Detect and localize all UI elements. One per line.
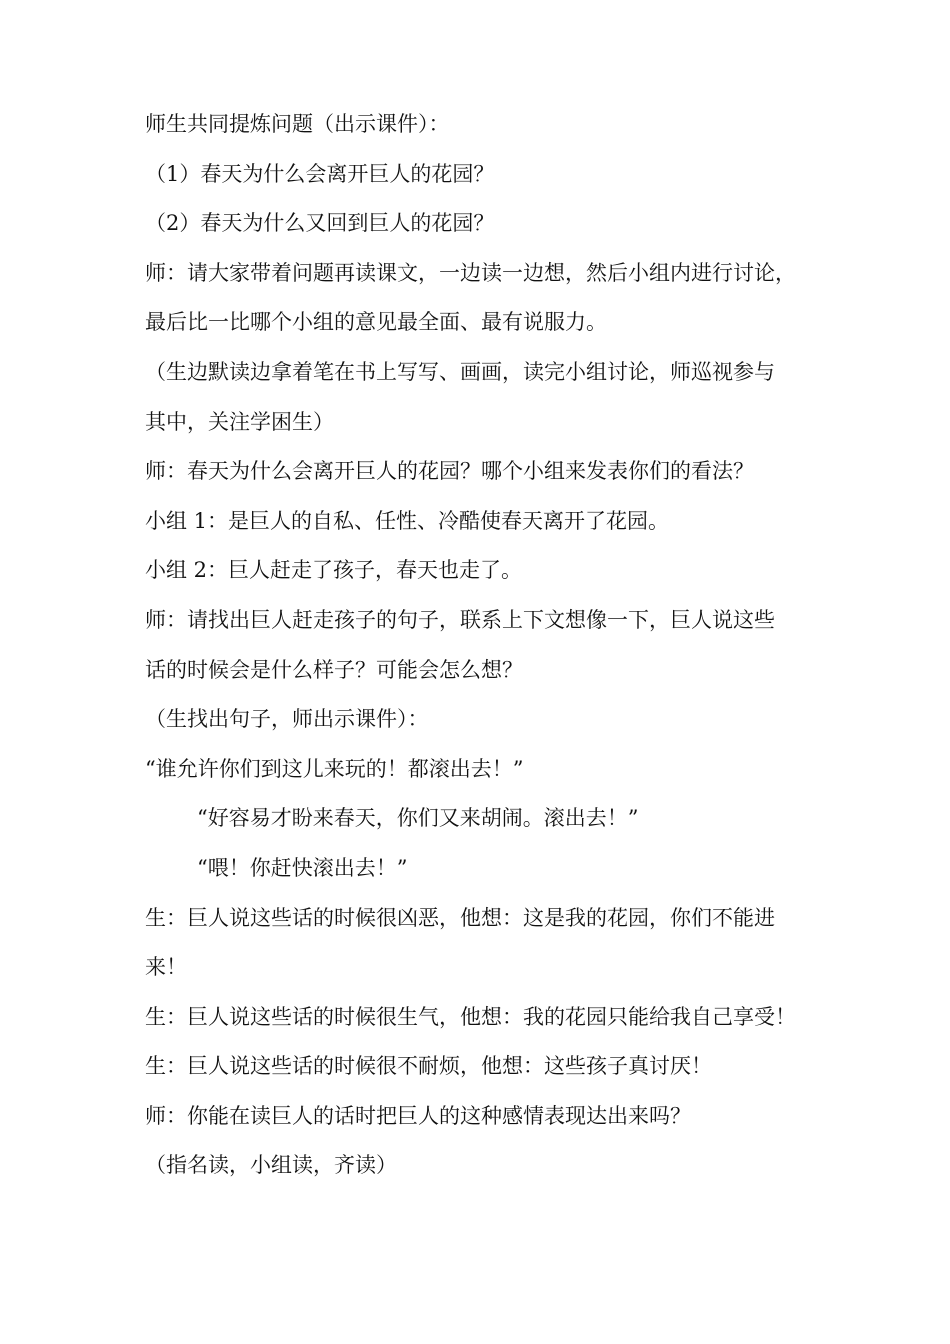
question-1: （1）春天为什么会离开巨人的花园？ <box>145 161 495 186</box>
teacher-prompt-line-2: 话的时候会是什么样子？可能会怎么想？ <box>145 657 523 682</box>
giant-quote-3: “喂！你赶快滚出去！” <box>197 855 408 880</box>
student-answer-1-line-1: 生：巨人说这些话的时候很凶恶，他想：这是我的花园，你们不能进 <box>145 905 775 930</box>
teacher-read-question: 师：你能在读巨人的话时把巨人的这种感情表现达出来吗？ <box>145 1103 691 1128</box>
teacher-prompt-line-1: 师：请找出巨人赶走孩子的句子，联系上下文想像一下，巨人说这些 <box>145 607 775 632</box>
student-answer-3: 生：巨人说这些话的时候很不耐烦，他想：这些孩子真讨厌！ <box>145 1054 712 1079</box>
student-answer-1-line-2: 来！ <box>145 955 187 980</box>
teacher-question: 师：春天为什么会离开巨人的花园？哪个小组来发表你们的看法？ <box>145 459 754 484</box>
student-activity-line-1: （生边默读边拿着笔在书上写写、画画，读完小组讨论，师巡视参与 <box>145 359 775 384</box>
question-2: （2）春天为什么又回到巨人的花园？ <box>145 211 495 236</box>
student-answer-2: 生：巨人说这些话的时候很生气，他想：我的花园只能给我自己享受！ <box>145 1004 796 1029</box>
student-find-sentence: （生找出句子，师出示课件）： <box>145 707 429 732</box>
text-line-intro: 师生共同提炼问题（出示课件）： <box>145 112 450 136</box>
group-2-answer: 小组 2：巨人赶走了孩子，春天也走了。 <box>145 558 523 583</box>
reading-activity: （指名读，小组读，齐读） <box>145 1153 397 1178</box>
teacher-instruction-line-2: 最后比一比哪个小组的意见最全面、最有说服力。 <box>145 310 607 335</box>
student-activity-line-2: 其中，关注学困生） <box>145 409 334 434</box>
giant-quote-2: “好容易才盼来春天，你们又来胡闹。滚出去！” <box>197 806 639 831</box>
teacher-instruction-line-1: 师：请大家带着问题再读课文，一边读一边想，然后小组内进行讨论， <box>145 260 796 285</box>
giant-quote-1: “谁允许你们到这儿来玩的！都滚出去！” <box>145 756 524 781</box>
group-1-answer: 小组 1：是巨人的自私、任性、冷酷使春天离开了花园。 <box>145 508 670 533</box>
document-body <box>145 100 825 1191</box>
